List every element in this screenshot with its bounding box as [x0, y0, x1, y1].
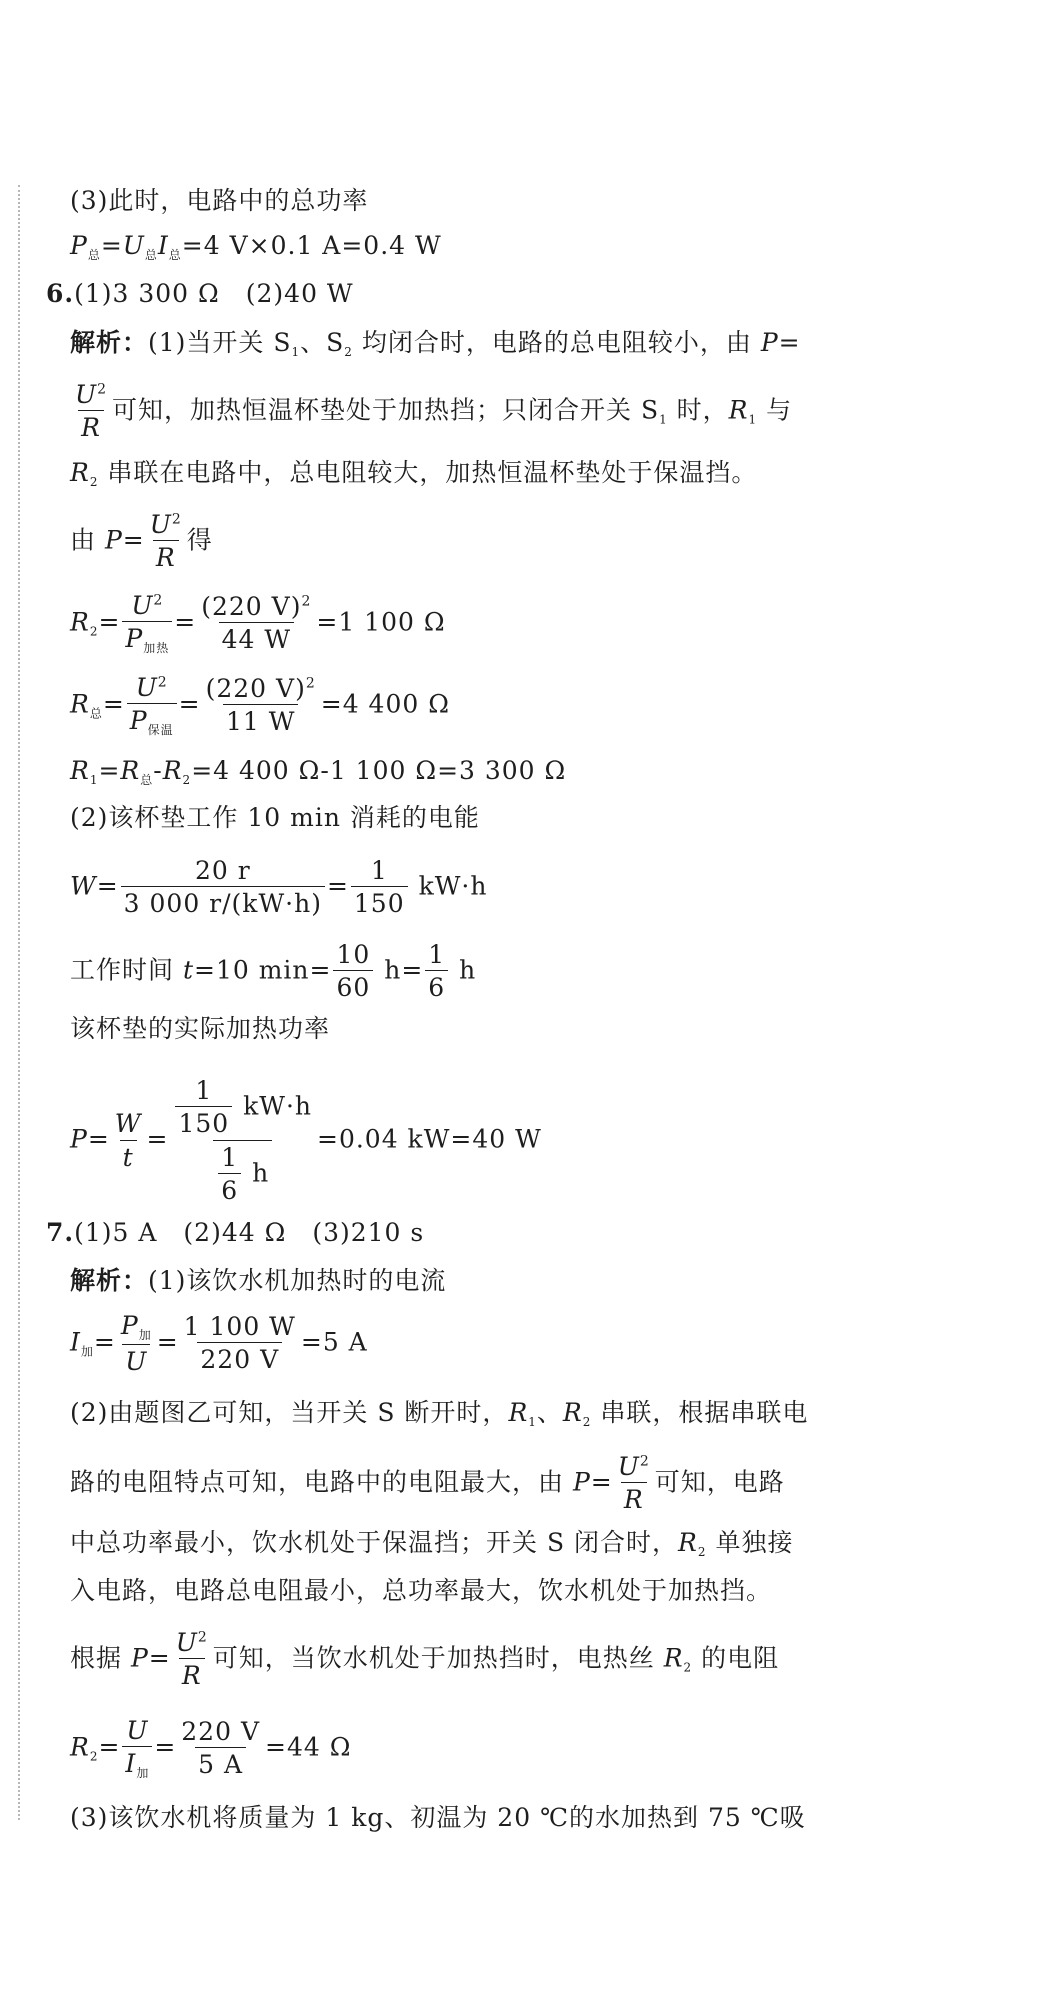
q7-analysis-4: 中总功率最小，饮水机处于保温挡；开关 S 闭合时，$R_2$ 单独接 — [70, 1528, 794, 1559]
q7-analysis-1: 解析：(1)该饮水机加热时的电流 — [70, 1266, 447, 1295]
q6-r1: $R_1=R_总-R_2=4$ 400 Ω-1 100 Ω=3 300 Ω — [70, 756, 567, 787]
q7-current: $I_加=$ $\frac{P_加}{U}$ = $\frac{1 100 W}{220 V}$ =5 A — [70, 1311, 368, 1376]
q7-answer: 7.(1)5 A (2)44 Ω (3)210 s — [46, 1218, 425, 1247]
q6-power: P= $\frac{W}{t}$ = $\frac{1}{150}$ kW·h $\frac{1}{6}$ h =0.04 kW=40 W — [70, 1076, 542, 1205]
q7-analysis-2: (2)由题图乙可知，当开关 S 断开时，$R_1$、$R_2$ 串联，根据串联电 — [70, 1398, 809, 1429]
q6-part2: (2)该杯垫工作 10 min 消耗的电能 — [70, 803, 480, 832]
q6-analysis-2: $\frac{U^2}{R}$ 可知，加热恒温杯垫处于加热挡；只闭合开关 $S_1$ 时，$R_1$ 与 — [75, 380, 793, 443]
q7-part3: (3)该饮水机将质量为 1 kg、初温为 20 ℃的水加热到 75 ℃吸 — [70, 1803, 806, 1832]
q6-time: 工作时间 t=10 min= $\frac{10}{60}$ h= $\frac{1}{6}$ h — [70, 940, 477, 1003]
q6-analysis-1: 解析：(1)当开关 $S_1$、$S_2$ 均闭合时，电路的总电阻较小，由 P= — [70, 328, 801, 359]
q6-formula: 由 P= $\frac{U^2}{R}$ 得 — [70, 510, 213, 573]
q6-r2: $R_2=$ $\frac{U^2}{P_{加热}}$ = $\frac{(220 V)^2}{44 W}$ =1 100 Ω — [70, 591, 446, 656]
q6-analysis-3: $R_2$ 串联在电路中，总电阻较大，加热恒温杯垫处于保温挡。 — [70, 458, 758, 489]
line-2: $P_总=U_总I_总=4$ V×0.1 A=0.4 W — [70, 231, 442, 262]
q6-rtotal: $R_总=$ $\frac{U^2}{P_{保温}}$ = $\frac{(220 V)^2}{11 W}$ =4 400 Ω — [70, 673, 450, 738]
line-1: (3)此时，电路中的总功率 — [70, 186, 369, 215]
q6-answer: 6.(1)3 300 Ω (2)40 W — [46, 279, 354, 308]
q7-analysis-5: 入电路，电路总电阻最小，总功率最大，饮水机处于加热挡。 — [70, 1576, 773, 1605]
q6-energy: W= $\frac{20 r}{3 000 r/(kW\cdot h)}$ = $\frac{1}{150}$ kW·h — [70, 856, 488, 919]
q7-r2: $R_2=$ $\frac{U}{I_加}$ = $\frac{220 V}{5 A}$ =44 Ω — [70, 1716, 352, 1781]
q7-analysis-6: 根据 P= $\frac{U^2}{R}$ 可知，当饮水机处于加热挡时，电热丝 $R_2$ 的电阻 — [70, 1628, 780, 1691]
q7-analysis-3: 路的电阻特点可知，电路中的电阻最大，由 P= $\frac{U^2}{R}$ 可知，电路 — [70, 1452, 785, 1515]
q6-power-label: 该杯垫的实际加热功率 — [70, 1014, 331, 1043]
